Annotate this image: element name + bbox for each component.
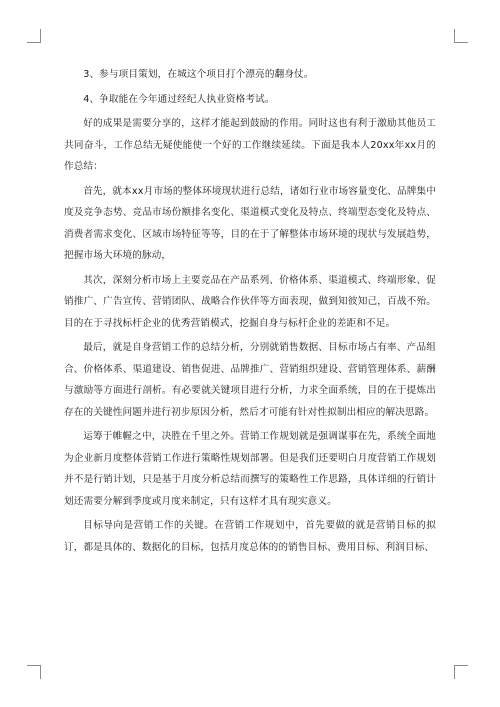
- paragraph-planning: 运筹于帷幄之中，决胜在千里之外。营销工作规划就是强调谋事在先，系统全面地为企业新月度整体营销工作进行策略性规划部署。但是我们还要明白月度营销工作规划并不是行销计划，只是基于月度分析总结而撰写的策略性工作思路，具体详细的行销计划还需要分解到季度或月度来制定，只有这样才具有现实意义。: [64, 431, 436, 507]
- crop-mark-top-left: [27, 29, 41, 43]
- document-body: [64, 64, 436, 561]
- crop-mark-bottom-right: [454, 665, 468, 679]
- paragraph-second: 其次，深刻分析市场上主要竞品在产品系列、价格体系、渠道模式、终端形象、促销推广、广告宣传、营销团队、战略合作伙伴等方面表现，做到知彼知己，百战不殆。目的在于寻找标杆企业的优秀营销模式，挖掘自身与标杆企业的差距和不足。: [64, 274, 436, 329]
- crop-mark-top-right: [454, 29, 468, 43]
- paragraph-goal-4: 4、争取能在今年通过经纪人执业资格考试。: [83, 93, 275, 105]
- crop-mark-bottom-left: [27, 665, 41, 679]
- paragraph-intro: 好的成果是需要分享的，这样才能起到鼓励的作用。同时这也有利于激励其他员工共同奋斗，工作总结无疑使能使一个好的工作继续延续。下面是我本人20xx年xx月的作总结：: [64, 118, 436, 172]
- paragraph-target: 目标导向是营销工作的关键。在营销工作规划中，首先要做的就是营销目标的拟订，都是具体的、数据化的目标，包括月度总体的的销售目标、费用目标、利润目标、: [64, 520, 436, 553]
- paragraph-last: 最后，就是自身营销工作的总结分析，分别就销售数据、目标市场占有率、产品组合、价格体系、渠道建设、销售促进、品牌推广、营销组织建设、营销管理体系、薪酬与激励等方面进行剖析。有必要就关键项目进行分析，力求全面系统，目的在于提炼出存在的关键性问题并进行初步原因分析，然后才可能有针对性拟制出相应的解决思路。: [64, 342, 436, 418]
- paragraph-goal-3: 3、参与项目策划，在城这个项目打个漂亮的翻身仗。: [83, 69, 314, 80]
- paragraph-first: 首先，就本xx月市场的整体环境现状进行总结，诸如行业市场容量变化、品牌集中度及竞争态势、竞品市场份额排名变化、渠道模式变化及特点、终端型态变化及特点、消费者需求变化、区域市场特征等等，目的在于了解整体市场环境的现状与发展趋势，把握市场大环境的脉动，: [64, 185, 436, 261]
